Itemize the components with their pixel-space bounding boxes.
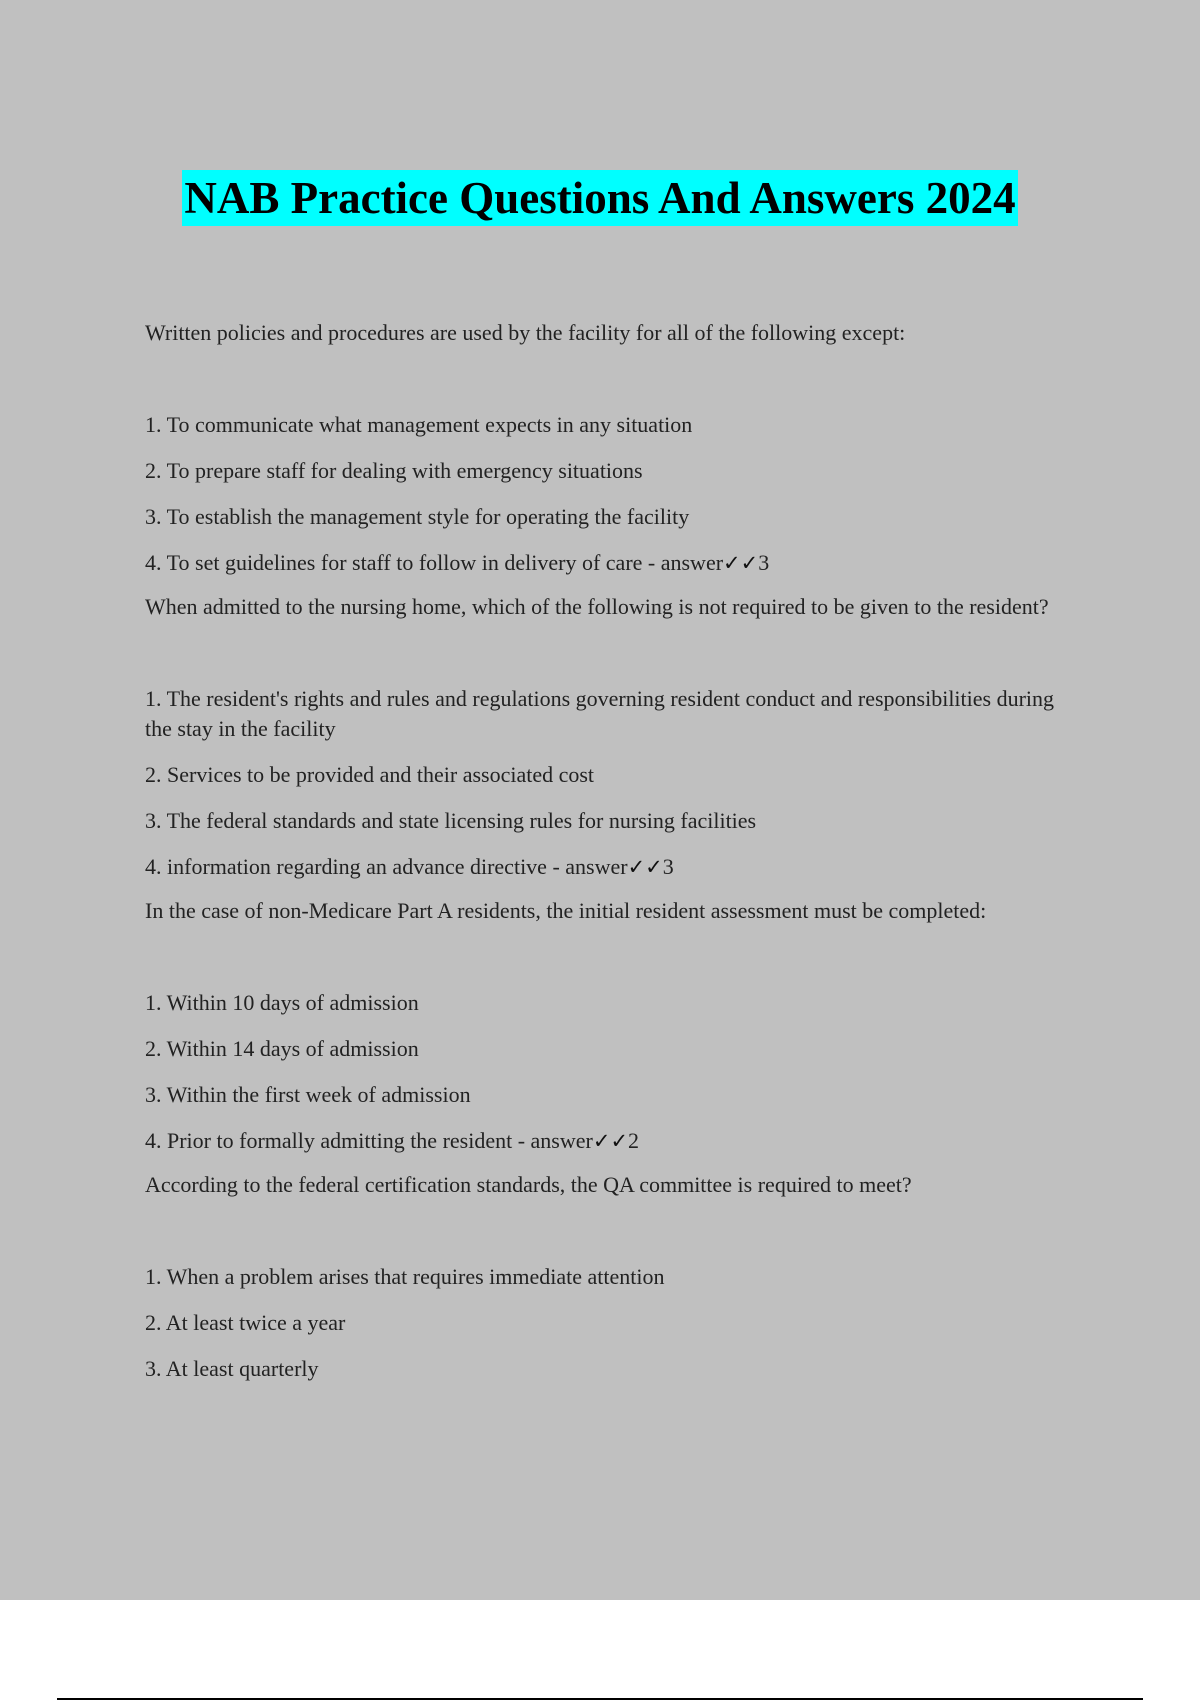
document-title: NAB Practice Questions And Answers 2024 bbox=[182, 170, 1017, 226]
answer-option: 3. Within the first week of admission bbox=[145, 1082, 471, 1107]
answer-option: 3. The federal standards and state licensing rules for nursing facilities bbox=[145, 808, 757, 833]
question-text: In the case of non-Medicare Part A residents, the initial resident assessment must be completed: bbox=[145, 898, 987, 923]
title-container bbox=[0, 170, 1200, 226]
answer-option-text: 4. To set guidelines for staff to follow in delivery of care - answer bbox=[145, 550, 724, 575]
question-list bbox=[145, 318, 1085, 1384]
checkmark-icon: ✓✓ bbox=[627, 855, 663, 879]
answer-option: 3. To establish the management style for operating the facility bbox=[145, 504, 690, 529]
answer-option bbox=[145, 852, 1085, 882]
answer-option-text: 4. Prior to formally admitting the resident - answer bbox=[145, 1128, 593, 1153]
question-text: Written policies and procedures are used by the facility for all of the following except: bbox=[145, 320, 906, 345]
answer-option bbox=[145, 548, 1085, 578]
checkmark-icon: ✓✓ bbox=[723, 551, 759, 575]
answer-option: 2. To prepare staff for dealing with emergency situations bbox=[145, 458, 643, 483]
answer-value: 2 bbox=[628, 1128, 640, 1153]
answer-option: 2. Services to be provided and their associated cost bbox=[145, 762, 595, 787]
answer-value: 3 bbox=[662, 854, 674, 879]
answer-option: 3. At least quarterly bbox=[145, 1356, 319, 1381]
answer-option: 1. To communicate what management expects in any situation bbox=[145, 412, 693, 437]
answer-option: 1. The resident's rights and rules and regulations governing resident conduct and responsibilities during the stay in the facility bbox=[145, 686, 1055, 741]
question-text: When admitted to the nursing home, which of the following is not required to be given to the resident? bbox=[145, 594, 1049, 619]
answer-option: 1. When a problem arises that requires immediate attention bbox=[145, 1264, 665, 1289]
checkmark-icon: ✓✓ bbox=[592, 1129, 629, 1153]
answer-option: 2. At least twice a year bbox=[145, 1310, 346, 1335]
question-text: According to the federal certification standards, the QA committee is required to meet? bbox=[145, 1172, 912, 1197]
answer-option-text: 4. information regarding an advance directive - answer bbox=[145, 854, 628, 879]
answer-option bbox=[145, 1126, 1085, 1156]
answer-option: 2. Within 14 days of admission bbox=[145, 1036, 419, 1061]
answer-value: 3 bbox=[758, 550, 770, 575]
answer-option: 1. Within 10 days of admission bbox=[145, 990, 419, 1015]
